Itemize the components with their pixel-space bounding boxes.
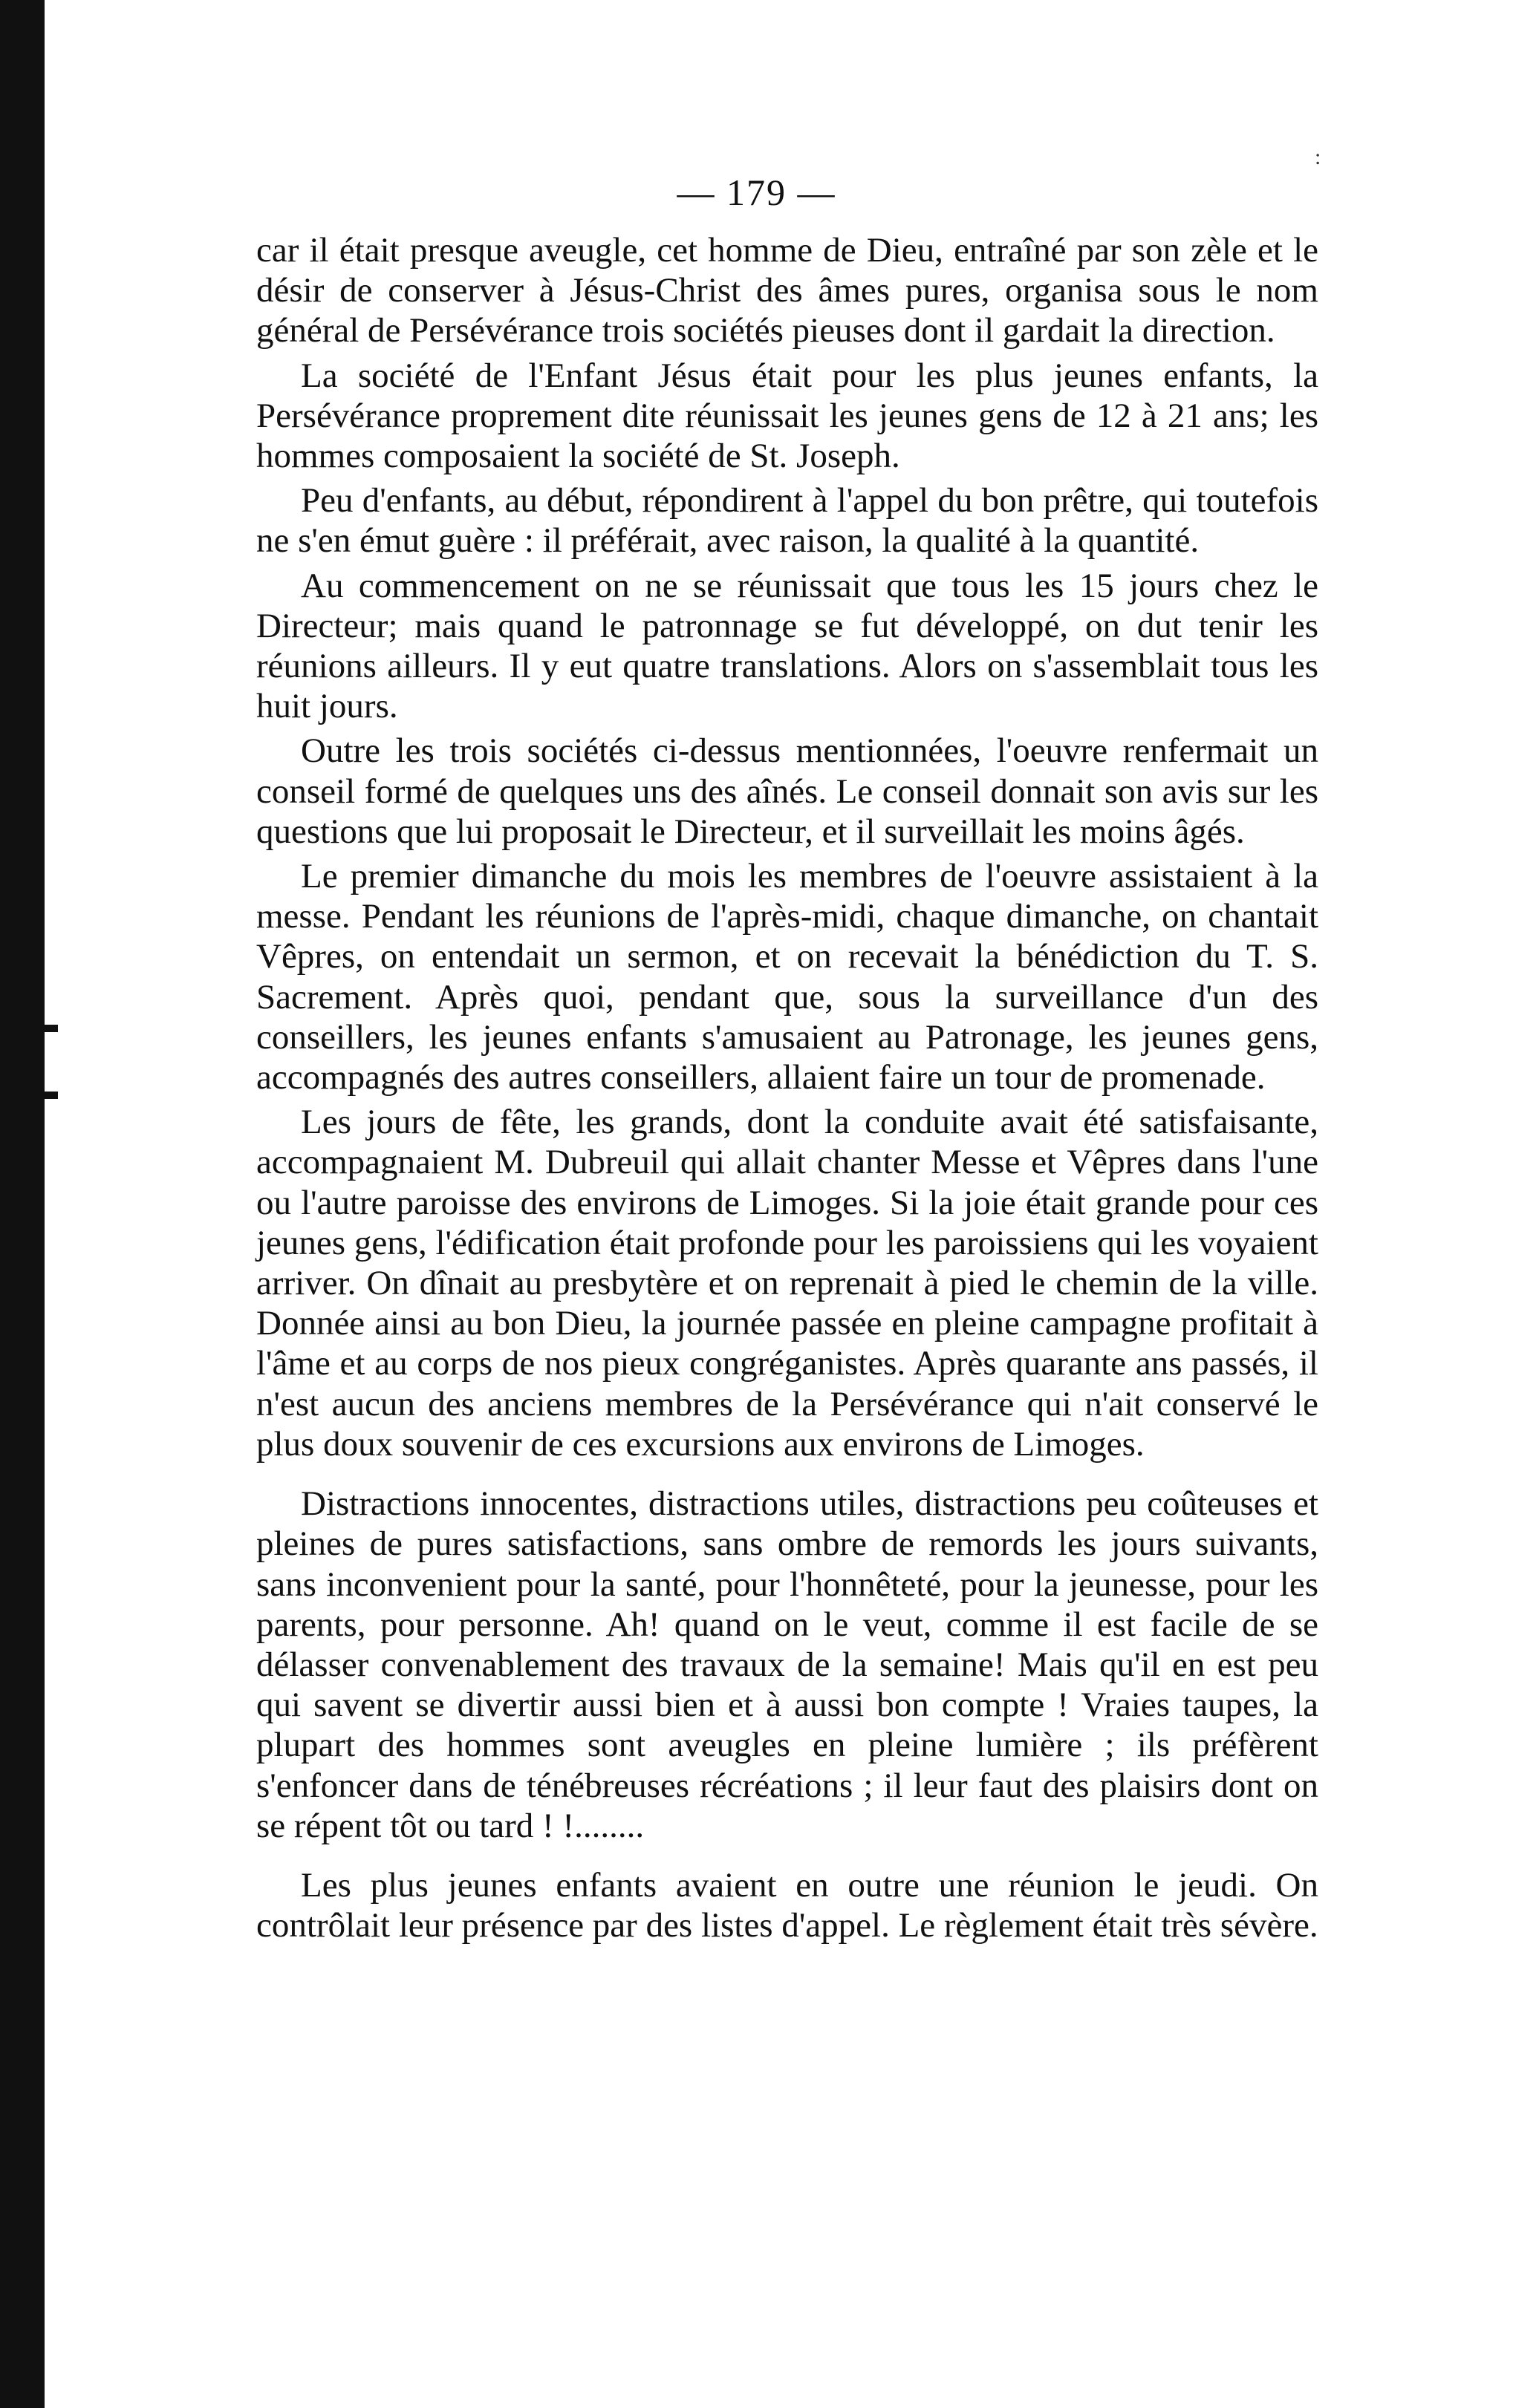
paragraph: Le premier dimanche du mois les membres de l'oeuvre assistaient à la messe. Pendant les réunions de l'après-midi, chaque dimanche, on chantait Vêpres, on entendait un sermon, et on recevait la bénédiction du T. S. Sacrement. Après quoi, pendant que, sous la surveillance d'un des conseillers, les jeunes enfants s'amusaient au Patronage, les jeunes gens, accompagnés des autres conseillers, allaient faire un tour de promenade. [256, 857, 1318, 1097]
paragraph: Outre les trois sociétés ci-dessus mentionnées, l'oeuvre renfermait un conseil formé de quelques uns des aînés. Le conseil donnait son avis sur les questions que lui proposait le Directeur, et il surveillait les moins âgés. [256, 731, 1318, 851]
stray-mark: : [1315, 145, 1321, 169]
binding-notch [45, 1092, 58, 1099]
body-text [256, 230, 1318, 1950]
binding-notch [45, 1025, 58, 1032]
paragraph: La société de l'Enfant Jésus était pour les plus jeunes enfants, la Persévérance proprement dite réunissait les jeunes gens de 12 à 21 ans; les hommes composaient la société de St. Joseph. [256, 356, 1318, 476]
paragraph: Au commencement on ne se réunissait que tous les 15 jours chez le Directeur; mais quand le patronnage se fut développé, on dut tenir les réunions ailleurs. Il y eut quatre translations. Alors on s'assemblait tous les huit jours. [256, 566, 1318, 726]
binding-edge [0, 0, 45, 2408]
page-number: — 179 — [677, 172, 836, 213]
paragraph: Distractions innocentes, distractions utiles, distractions peu coûteuses et pleines de pures satisfactions, sans ombre de remords les jours suivants, sans inconvenient pour la santé, pour l'honnêteté, pour la jeunesse, pour les parents, pour personne. Ah! quand on le veut, comme il est facile de se délasser convenablement des travaux de la semaine! Mais qu'il en est peu qui savent se divertir aussi bien et à aussi bon compte ! Vraies taupes, la plupart des hommes sont aveugles en pleine lumière ; ils préfèrent s'enfoncer dans de ténébreuses récréations ; il leur faut des plaisirs dont on se répent tôt ou tard ! !........ [256, 1484, 1318, 1845]
paragraph: car il était presque aveugle, cet homme de Dieu, entraîné par son zèle et le désir de conserver à Jésus-Christ des âmes pures, organisa sous le nom général de Persévérance trois sociétés pieuses dont il gardait la direction. [256, 231, 1318, 350]
paragraph: Les plus jeunes enfants avaient en outre une réunion le jeudi. On contrôlait leur présence par des listes d'appel. Le règlement était très sévère. [256, 1865, 1318, 1945]
paragraph: Peu d'enfants, au début, répondirent à l'appel du bon prêtre, qui toutefois ne s'en émut guère : il préférait, avec raison, la qualité à la quantité. [256, 481, 1318, 561]
paragraph: Les jours de fête, les grands, dont la conduite avait été satisfaisante, accompagnaient M. Dubreuil qui allait chanter Messe et Vêpres dans l'une ou l'autre paroisse des environs de Limoges. Si la joie était grande pour ces jeunes gens, l'édification était profonde pour les paroissiens qui les voyaient arriver. On dînait au presbytère et on reprenait à pied le chemin de la ville. Donnée ainsi au bon Dieu, la journée passée en pleine campagne profitait à l'âme et au corps de nos pieux congréganistes. Après quarante ans passés, il n'est aucun des anciens membres de la Persévérance qui n'ait conservé le plus doux souvenir de ces excursions aux environs de Limoges. [256, 1103, 1318, 1464]
